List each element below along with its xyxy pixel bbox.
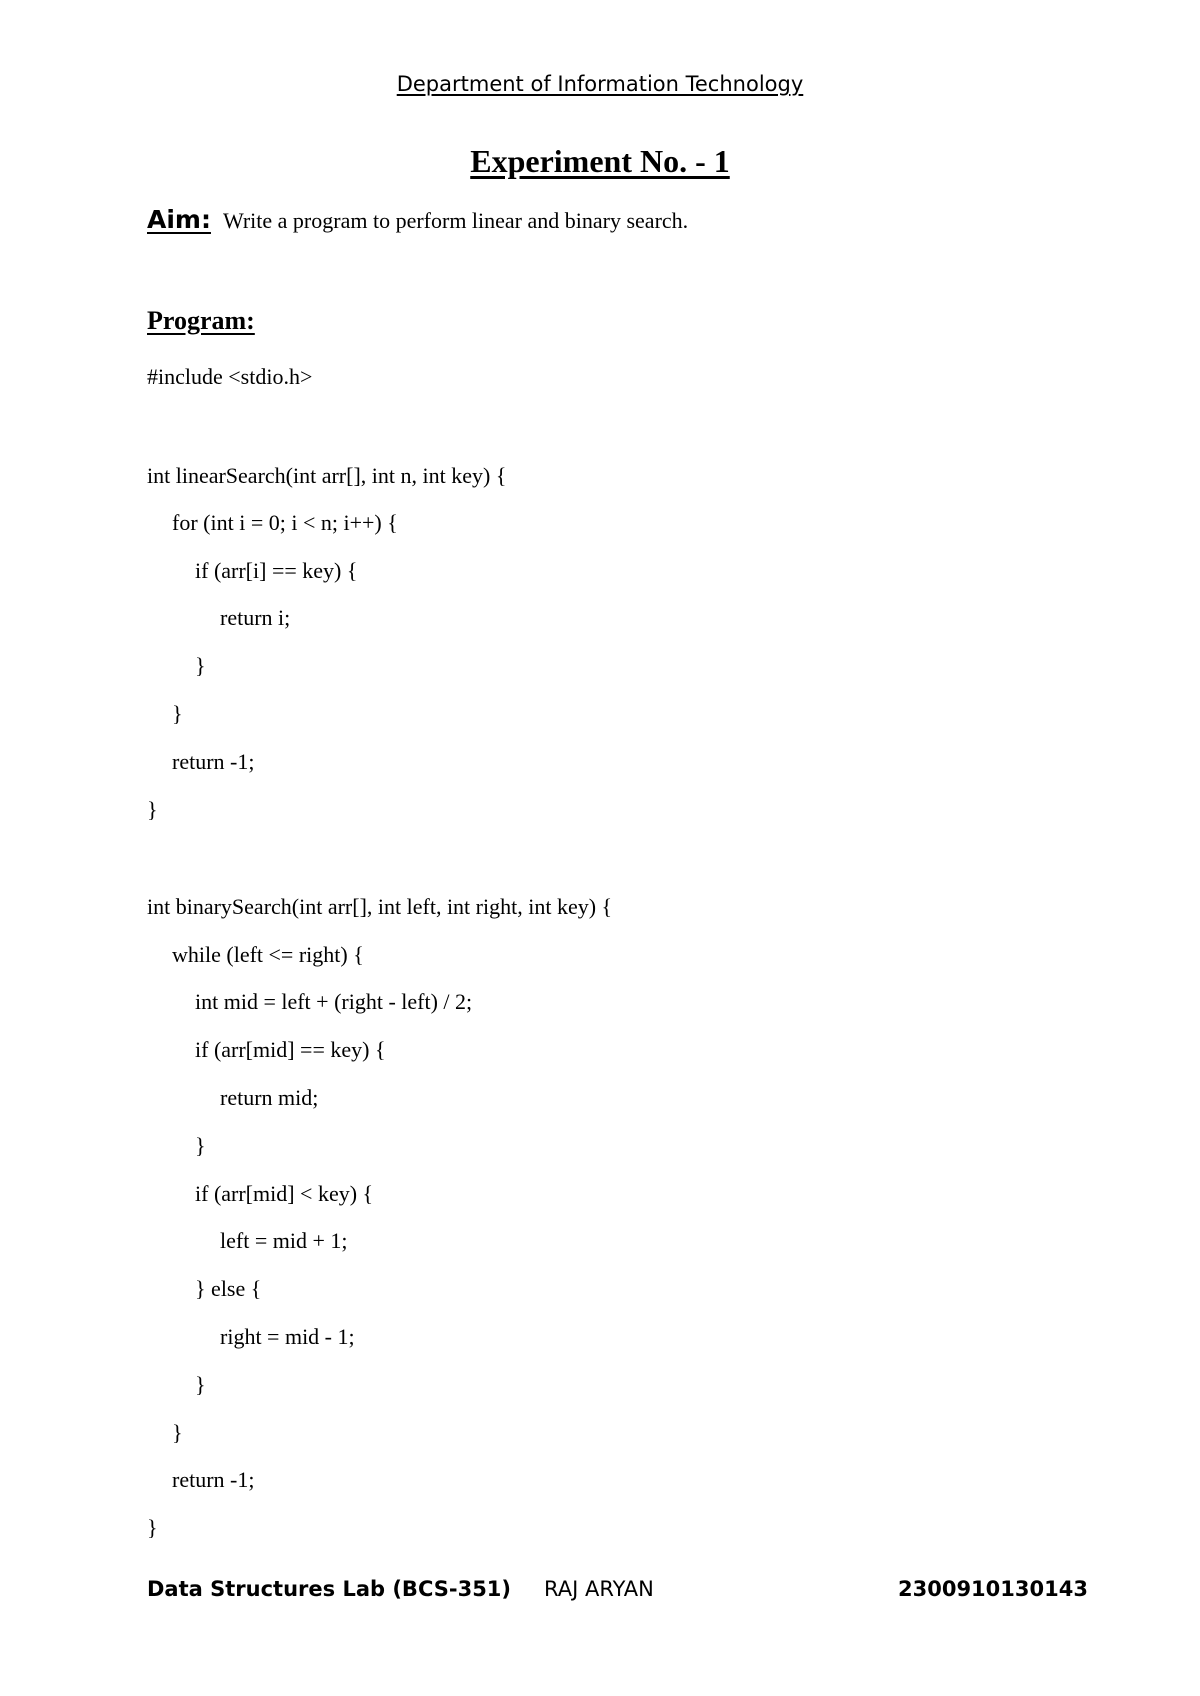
- code-line: }: [172, 1420, 183, 1445]
- aim-section: [147, 205, 688, 234]
- footer-roll-number: 2300910130143: [898, 1577, 1088, 1601]
- code-line: #include <stdio.h>: [147, 364, 313, 389]
- aim-text: Write a program to perform linear and binary search.: [222, 208, 689, 233]
- footer-student-name: RAJ ARYAN: [544, 1577, 654, 1601]
- code-line: int binarySearch(int arr[], int left, int right, int key) {: [147, 894, 613, 919]
- code-line: if (arr[i] == key) {: [195, 558, 358, 583]
- code-line: right = mid - 1;: [220, 1324, 355, 1349]
- code-line: return mid;: [220, 1085, 319, 1110]
- code-line: int linearSearch(int arr[], int n, int key) {: [147, 463, 507, 488]
- code-line: if (arr[mid] < key) {: [195, 1181, 374, 1206]
- footer-course: Data Structures Lab (BCS-351): [147, 1577, 512, 1601]
- code-line: }: [195, 1133, 206, 1158]
- program-label: Program:: [147, 306, 255, 335]
- code-line: }: [172, 701, 183, 726]
- code-line: } else {: [195, 1276, 262, 1301]
- code-line: return -1;: [172, 1467, 255, 1492]
- code-line: while (left <= right) {: [172, 942, 364, 967]
- code-line: for (int i = 0; i < n; i++) {: [172, 510, 398, 535]
- code-line: }: [195, 1372, 206, 1397]
- aim-label: Aim:: [147, 205, 211, 234]
- code-line: int mid = left + (right - left) / 2;: [195, 989, 473, 1014]
- code-line: if (arr[mid] == key) {: [195, 1037, 386, 1062]
- code-line: }: [195, 653, 206, 678]
- code-line: }: [147, 797, 158, 822]
- code-line: left = mid + 1;: [220, 1228, 348, 1253]
- code-line: }: [147, 1515, 158, 1540]
- code-line: return i;: [220, 605, 291, 630]
- department-heading: Department of Information Technology: [396, 72, 804, 96]
- experiment-title: Experiment No. - 1: [470, 143, 730, 179]
- code-line: return -1;: [172, 749, 255, 774]
